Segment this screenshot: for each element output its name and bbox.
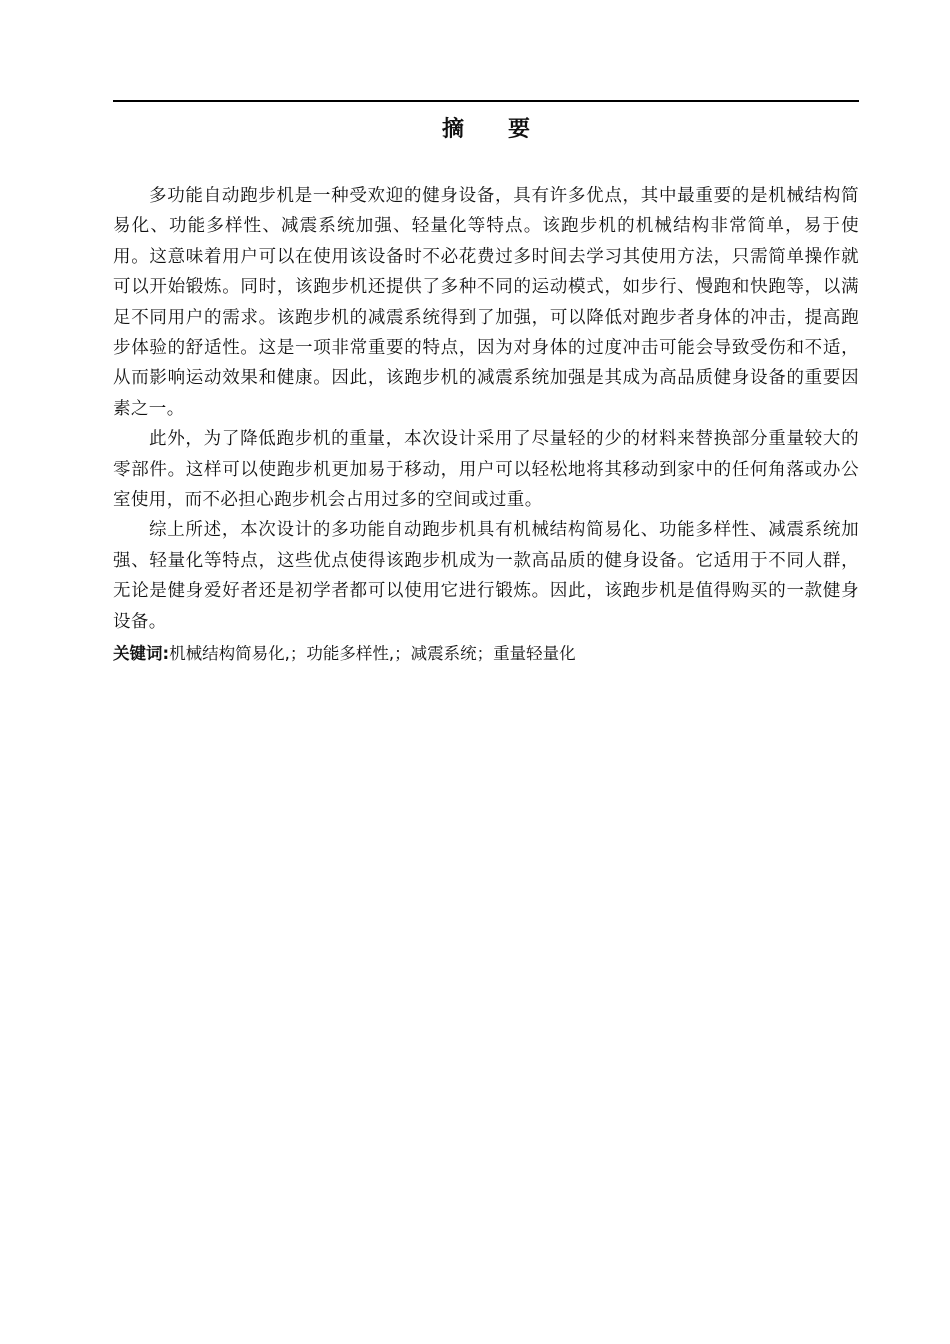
abstract-body [113,181,859,668]
keywords-label: 关键词: [113,644,170,664]
title-char-1: 摘 [441,117,464,142]
keywords-text: 机械结构简易化,；功能多样性,；减震系统；重量轻量化 [169,644,576,664]
abstract-paragraph-2: 此外，为了降低跑步机的重量，本次设计采用了尽量轻的少的材料来替换部分重量较大的零部件。这样可以使跑步机更加易于移动，用户可以轻松地将其移动到家中的任何角落或办公室使用，而不必担心跑步机会占用过多的空间或过重。 [113,429,859,511]
abstract-paragraph-3: 综上所述，本次设计的多功能自动跑步机具有机械结构简易化、功能多样性、减震系统加强、轻量化等特点，这些优点使得该跑步机成为一款高品质的健身设备。它适用于不同人群，无论是健身爱好者还是初学者都可以使用它进行锻炼。因此，该跑步机是值得购买的一款健身设备。 [113,520,859,632]
title-char-2: 要 [508,117,531,142]
keywords-line [113,640,859,668]
page-title [113,112,859,148]
abstract-paragraph-1: 多功能自动跑步机是一种受欢迎的健身设备，具有许多优点，其中最重要的是机械结构简易化、功能多样性、减震系统加强、轻量化等特点。该跑步机的机械结构非常简单，易于使用。这意味着用户可以在使用该设备时不必花费过多时间去学习其使用方法，只需简单操作就可以开始锻炼。同时，该跑步机还提供了多种不同的运动模式，如步行、慢跑和快跑等，以满足不同用户的需求。该跑步机的减震系统得到了加强，可以降低对跑步者身体的冲击，提高跑步体验的舒适性。这是一项非常重要的特点，因为对身体的过度冲击可能会导致受伤和不适，从而影响运动效果和健康。因此，该跑步机的减震系统加强是其成为高品质健身设备的重要因素之一。 [113,186,859,419]
header-rule [113,100,859,102]
